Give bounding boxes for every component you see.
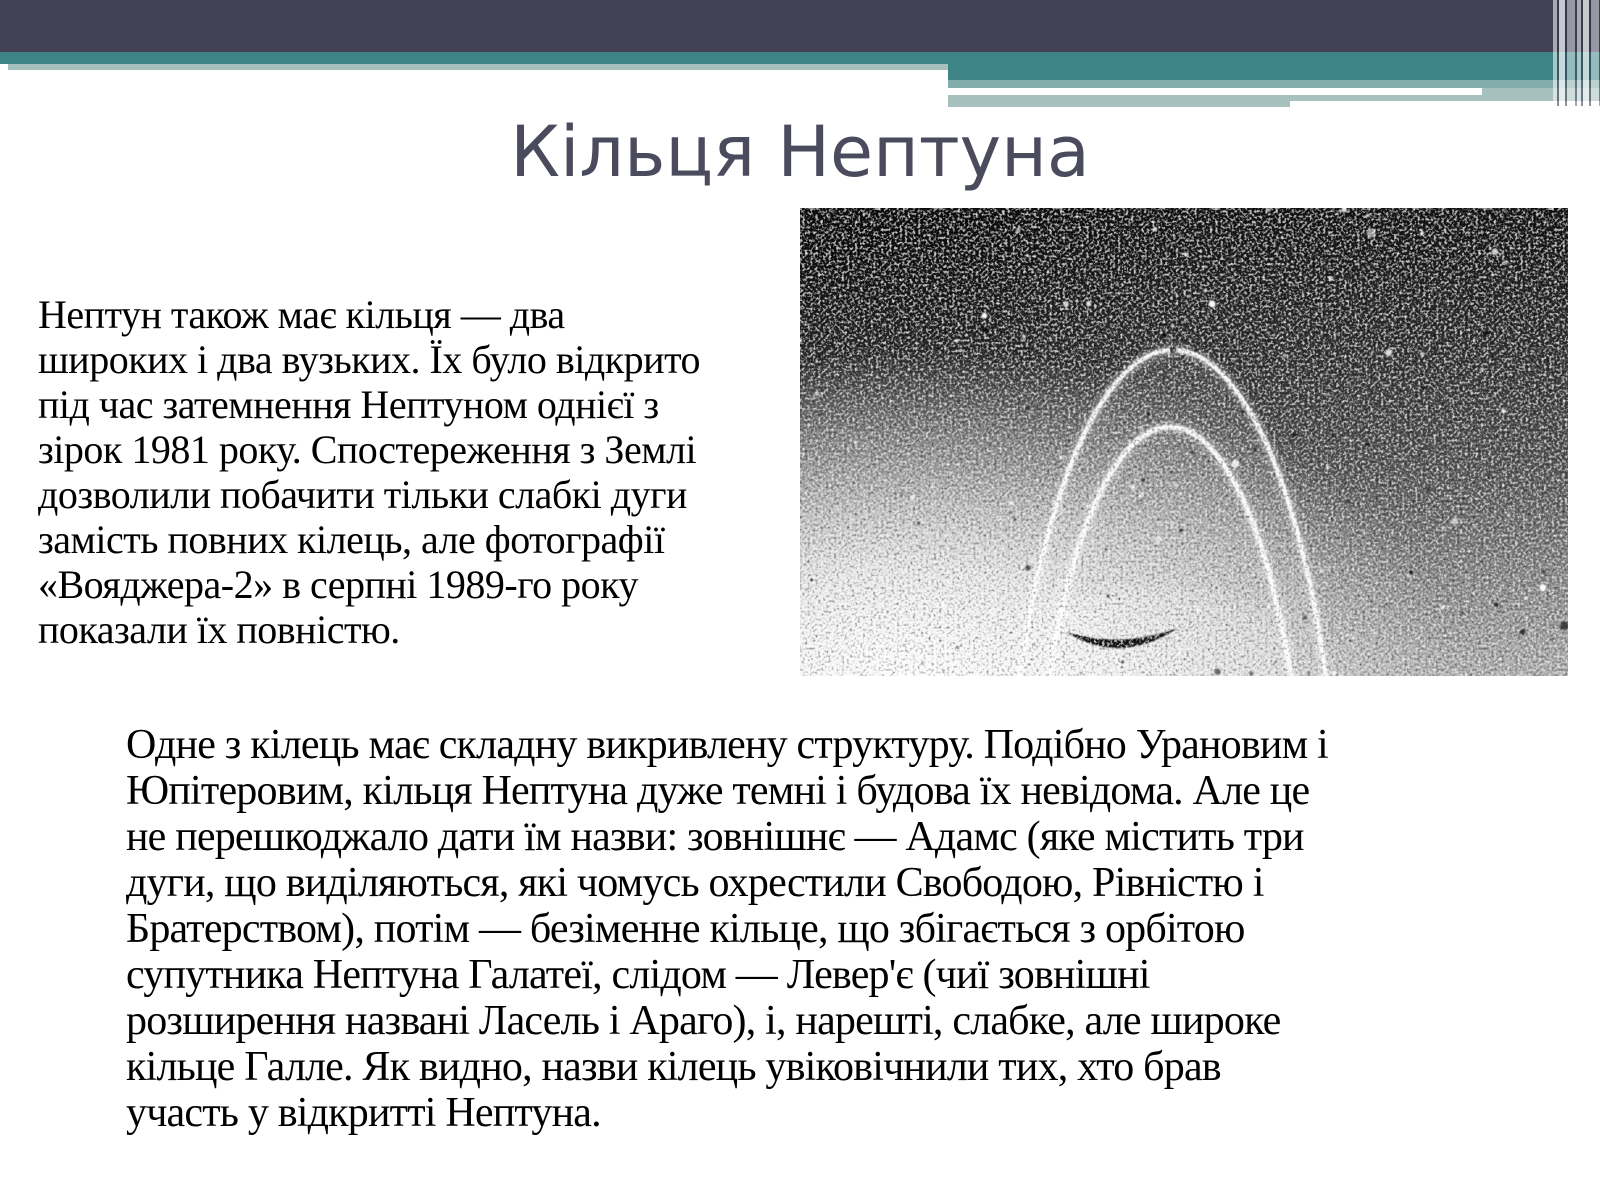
header-teal-block-right <box>948 64 1600 80</box>
left-paragraph <box>38 292 798 652</box>
text-line: Юпітеровим, кільця Нептуна дуже темні і будова їх невідома. Але це <box>126 768 1310 814</box>
text-line: Братерством), потім — безіменне кільце, що збігається з орбітою <box>126 906 1245 952</box>
header-teal-bar <box>0 52 1600 64</box>
text-line: замість повних кілець, але фотографії <box>38 517 665 562</box>
text-line: Одне з кілець має складну викривлену структуру. Подібно Урановим і <box>126 722 1328 768</box>
header-vertical-stripes <box>1553 0 1600 106</box>
text-line: дозволили побачити тільки слабкі дуги <box>38 472 687 517</box>
slide-title: Кільця Нептуна <box>510 111 1090 193</box>
text-line: участь у відкритті Нептуна. <box>126 1090 601 1136</box>
text-line: кільце Галле. Як видно, назви кілець увіковічнили тих, хто брав <box>126 1044 1221 1090</box>
header-white-line <box>948 88 1482 95</box>
text-line: не перешкоджало дати їм назви: зовнішнє — Адамс (яке містить три <box>126 814 1304 860</box>
header-sage-bar-left <box>8 64 948 70</box>
text-line: супутника Нептуна Галатеї, слідом — Левер'є (чиї зовнішні <box>126 952 1150 998</box>
text-line: показали їх повністю. <box>38 607 400 652</box>
photo-background <box>800 208 1568 676</box>
bottom-paragraph <box>126 722 1486 1136</box>
neptune-rings-photo <box>800 208 1568 676</box>
neptune-rings-image <box>800 208 1568 676</box>
text-line: Нептун також має кільця — два <box>38 292 565 337</box>
text-line: зірок 1981 року. Спостереження з Землі <box>38 427 697 472</box>
ring-gap-speck <box>1170 347 1176 353</box>
text-line: «Вояджера-2» в серпні 1989-го року <box>38 562 639 607</box>
header-pale-teal-strip <box>948 80 1600 88</box>
text-line: широких і два вузьких. Їх було відкрито <box>38 337 701 382</box>
header-dark-bar <box>0 0 1600 52</box>
text-line: дуги, що виділяються, які чомусь охрестили Свободою, Рівністю і <box>126 860 1264 906</box>
text-line: розширення названі Ласель і Араго), і, нарешті, слабке, але широке <box>126 998 1281 1044</box>
text-line: під час затемнення Нептуном однієї з <box>38 382 659 427</box>
